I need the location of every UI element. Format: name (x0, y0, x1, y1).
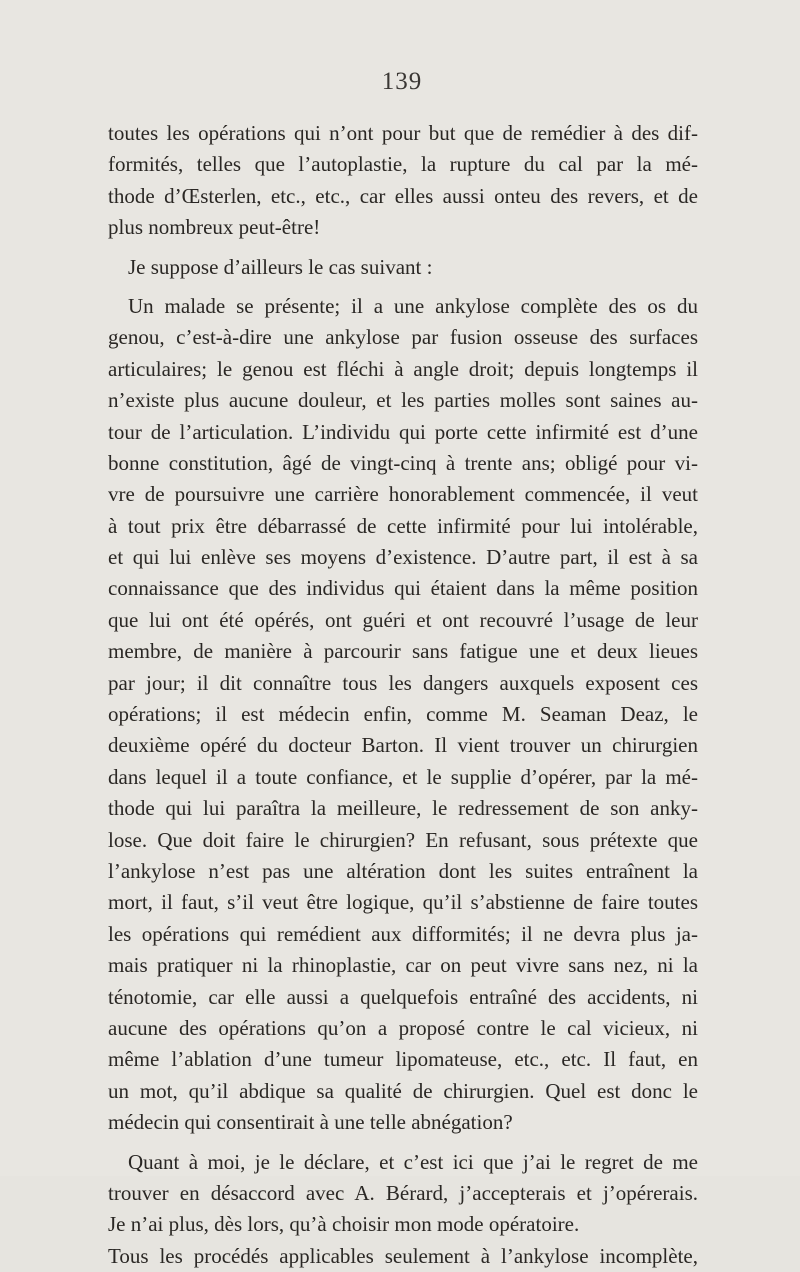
text-line: genou, c’est-à-dire une ankylose par fusion osseuse des surfaces (108, 322, 698, 353)
text-line: que lui ont été opérés, ont guéri et ont recouvré l’usage de leur (108, 605, 698, 636)
text-line: plus nombreux peut-être! (108, 212, 698, 243)
text-line: et qui lui enlève ses moyens d’existence. D’autre part, il est à sa (108, 542, 698, 573)
text-line: par jour; il dit connaître tous les dangers auxquels exposent ces (108, 668, 698, 699)
text-line: thode d’Œsterlen, etc., etc., car elles aussi onteu des revers, et de (108, 181, 698, 212)
text-line: Quant à moi, je le déclare, et c’est ici que j’ai le regret de me (108, 1147, 698, 1178)
text-line: les opérations qui remédient aux difformités; il ne devra plus ja- (108, 919, 698, 950)
paragraph (108, 291, 698, 1139)
text-line: mort, il faut, s’il veut être logique, qu’il s’abstienne de faire toutes (108, 887, 698, 918)
text-line: membre, de manière à parcourir sans fatigue une et deux lieues (108, 636, 698, 667)
text-line: tour de l’articulation. L’individu qui porte cette infirmité est d’une (108, 417, 698, 448)
text-line: ténotomie, car elle aussi a quelquefois entraîné des accidents, ni (108, 982, 698, 1013)
text-line: Je suppose d’ailleurs le cas suivant : (108, 252, 698, 283)
text-line: formités, telles que l’autoplastie, la rupture du cal par la mé- (108, 149, 698, 180)
text-line: Un malade se présente; il a une ankylose complète des os du (108, 291, 698, 322)
text-line: opérations; il est médecin enfin, comme M. Seaman Deaz, le (108, 699, 698, 730)
text-line: connaissance que des individus qui étaient dans la même position (108, 573, 698, 604)
body-text (108, 118, 698, 1272)
text-line: n’existe plus aucune douleur, et les parties molles sont saines au- (108, 385, 698, 416)
text-line: à tout prix être débarrassé de cette infirmité pour lui intolérable, (108, 511, 698, 542)
text-line: Je n’ai plus, dès lors, qu’à choisir mon mode opératoire. (108, 1209, 698, 1240)
text-line: deuxième opéré du docteur Barton. Il vient trouver un chirurgien (108, 730, 698, 761)
page-number: 139 (372, 68, 432, 96)
text-line: l’ankylose n’est pas une altération dont les suites entraînent la (108, 856, 698, 887)
text-line: articulaires; le genou est fléchi à angle droit; depuis longtemps il (108, 354, 698, 385)
text-line: lose. Que doit faire le chirurgien? En refusant, sous prétexte que (108, 825, 698, 856)
text-line: toutes les opérations qui n’ont pour but que de remédier à des dif- (108, 118, 698, 149)
text-line: trouver en désaccord avec A. Bérard, j’accepterais et j’opérerais. (108, 1178, 698, 1209)
paragraph (108, 252, 698, 283)
paragraph (108, 1147, 698, 1272)
text-line: thode qui lui paraîtra la meilleure, le redressement de son anky- (108, 793, 698, 824)
text-line: vre de poursuivre une carrière honorablement commencée, il veut (108, 479, 698, 510)
text-line: dans lequel il a toute confiance, et le supplie d’opérer, par la mé- (108, 762, 698, 793)
text-line: un mot, qu’il abdique sa qualité de chirurgien. Quel est donc le (108, 1076, 698, 1107)
text-line: aucune des opérations qu’on a proposé contre le cal vicieux, ni (108, 1013, 698, 1044)
text-line: bonne constitution, âgé de vingt-cinq à trente ans; obligé pour vi- (108, 448, 698, 479)
text-line: mais pratiquer ni la rhinoplastie, car on peut vivre sans nez, ni la (108, 950, 698, 981)
text-line: médecin qui consentirait à une telle abnégation? (108, 1107, 698, 1138)
paragraph (108, 118, 698, 244)
text-line: Tous les procédés applicables seulement à l’ankylose incomplète, (108, 1241, 698, 1272)
text-line: même l’ablation d’une tumeur lipomateuse, etc., etc. Il faut, en (108, 1044, 698, 1075)
